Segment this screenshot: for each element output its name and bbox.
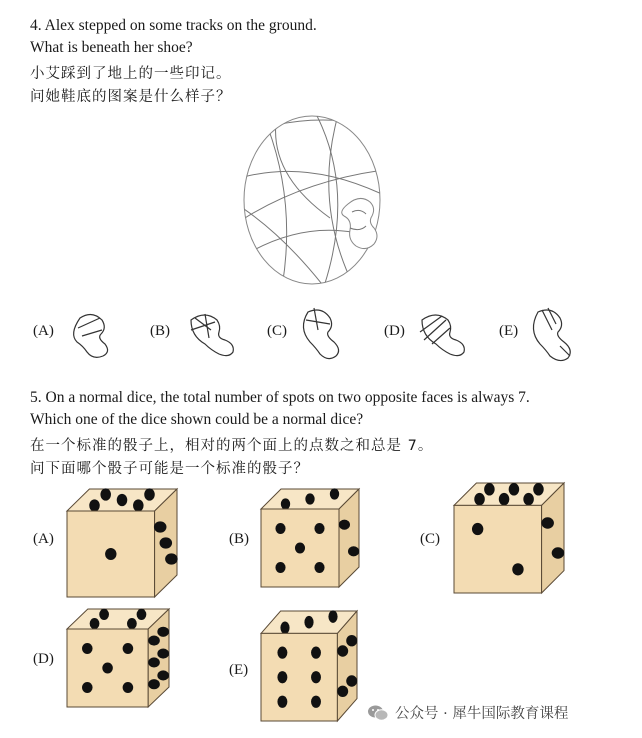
right-pip — [154, 521, 167, 532]
q5-title-cn: 在一个标准的骰子上，相对的两个面上的点数之和总是 7。 — [30, 438, 434, 454]
shoe-option-c[interactable] — [300, 306, 350, 362]
top-pip — [280, 622, 289, 635]
wechat-icon — [367, 704, 389, 722]
right-pip — [337, 645, 348, 656]
top-pip — [90, 618, 100, 629]
top-pip — [523, 493, 534, 506]
dice-d[interactable] — [66, 608, 170, 708]
right-pip — [346, 635, 357, 646]
front-pip — [102, 663, 113, 674]
front-pip — [277, 647, 287, 659]
right-pip — [339, 520, 350, 530]
shoe-option-a[interactable] — [70, 310, 120, 358]
top-pip — [89, 499, 100, 511]
front-pip — [82, 682, 93, 693]
right-pip — [157, 649, 169, 659]
front-pip — [82, 643, 93, 654]
tracks-figure — [240, 108, 400, 293]
front-pip — [314, 523, 324, 534]
front-pip — [472, 523, 483, 535]
front-pip — [311, 647, 321, 659]
dice-e[interactable] — [260, 610, 358, 722]
front-pip — [123, 682, 134, 693]
q4-option-e-label[interactable]: (E) — [499, 323, 519, 339]
right-pip — [148, 635, 160, 645]
front-face — [261, 633, 337, 721]
top-pip — [533, 483, 544, 496]
top-pip — [281, 498, 290, 509]
q5-question-en: Which one of the dice shown could be a normal dice? — [30, 411, 364, 428]
q4-question-en: What is beneath her shoe? — [30, 39, 193, 56]
top-pip — [137, 609, 147, 620]
q5-question-cn: 问下面哪个骰子可能是一个标准的骰子？ — [30, 461, 309, 477]
q4-title-cn: 小艾踩到了地上的一些印记。 — [30, 66, 232, 82]
right-pip — [541, 517, 554, 528]
front-pip — [275, 523, 285, 534]
shoe-option-d[interactable] — [416, 310, 472, 358]
dice-a[interactable] — [66, 488, 178, 598]
q4-question-cn: 问她鞋底的图案是什么样子？ — [30, 89, 232, 105]
top-pip — [99, 609, 109, 620]
q5-option-a-label[interactable]: (A) — [33, 531, 54, 547]
top-pip — [133, 499, 144, 511]
top-pip — [509, 483, 520, 496]
watermark-text: 公众号 · 犀牛国际教育课程 — [395, 706, 569, 722]
top-pip — [474, 493, 485, 506]
q5-title: 5. On a normal dice, the total number of spots on two opposite faces is always 7. — [30, 389, 530, 406]
q4-option-c-label[interactable]: (C) — [267, 323, 287, 339]
front-pip — [105, 548, 116, 560]
front-face — [454, 505, 542, 593]
q5-option-b-label[interactable]: (B) — [229, 531, 249, 547]
top-pip — [305, 493, 314, 504]
right-pip — [148, 679, 160, 689]
right-pip — [552, 547, 565, 558]
right-pip — [348, 546, 359, 556]
top-pip — [304, 616, 313, 629]
q5-option-c-label[interactable]: (C) — [420, 531, 440, 547]
right-pip — [337, 686, 348, 697]
front-pip — [512, 563, 523, 575]
front-pip — [123, 643, 134, 654]
q4-option-a-label[interactable]: (A) — [33, 323, 54, 339]
front-pip — [311, 696, 321, 708]
top-pip — [330, 488, 339, 499]
q5-option-e-label[interactable]: (E) — [229, 662, 249, 678]
front-pip — [277, 671, 287, 683]
front-pip — [295, 543, 305, 554]
top-pip — [328, 610, 337, 623]
watermark — [367, 702, 568, 723]
right-pip — [346, 675, 357, 686]
q4-option-b-label[interactable]: (B) — [150, 323, 170, 339]
q4-option-d-label[interactable]: (D) — [384, 323, 405, 339]
shoe-option-b[interactable] — [185, 310, 241, 358]
front-pip — [277, 696, 287, 708]
dice-b[interactable] — [260, 488, 360, 588]
top-pip — [117, 494, 128, 506]
right-pip — [157, 670, 169, 680]
shoe-option-e[interactable] — [530, 306, 586, 362]
right-pip — [148, 657, 160, 667]
top-pip — [100, 488, 111, 500]
q5-option-d-label[interactable]: (D) — [33, 651, 54, 667]
right-pip — [157, 627, 169, 637]
right-pip — [165, 553, 178, 564]
top-pip — [484, 483, 495, 496]
top-pip — [127, 618, 137, 629]
right-pip — [160, 537, 173, 548]
q4-title: 4. Alex stepped on some tracks on the ground. — [30, 17, 317, 34]
top-pip — [499, 493, 510, 506]
front-pip — [314, 562, 324, 573]
front-pip — [311, 671, 321, 683]
dice-c[interactable] — [453, 482, 565, 594]
top-pip — [144, 488, 155, 500]
front-pip — [275, 562, 285, 573]
